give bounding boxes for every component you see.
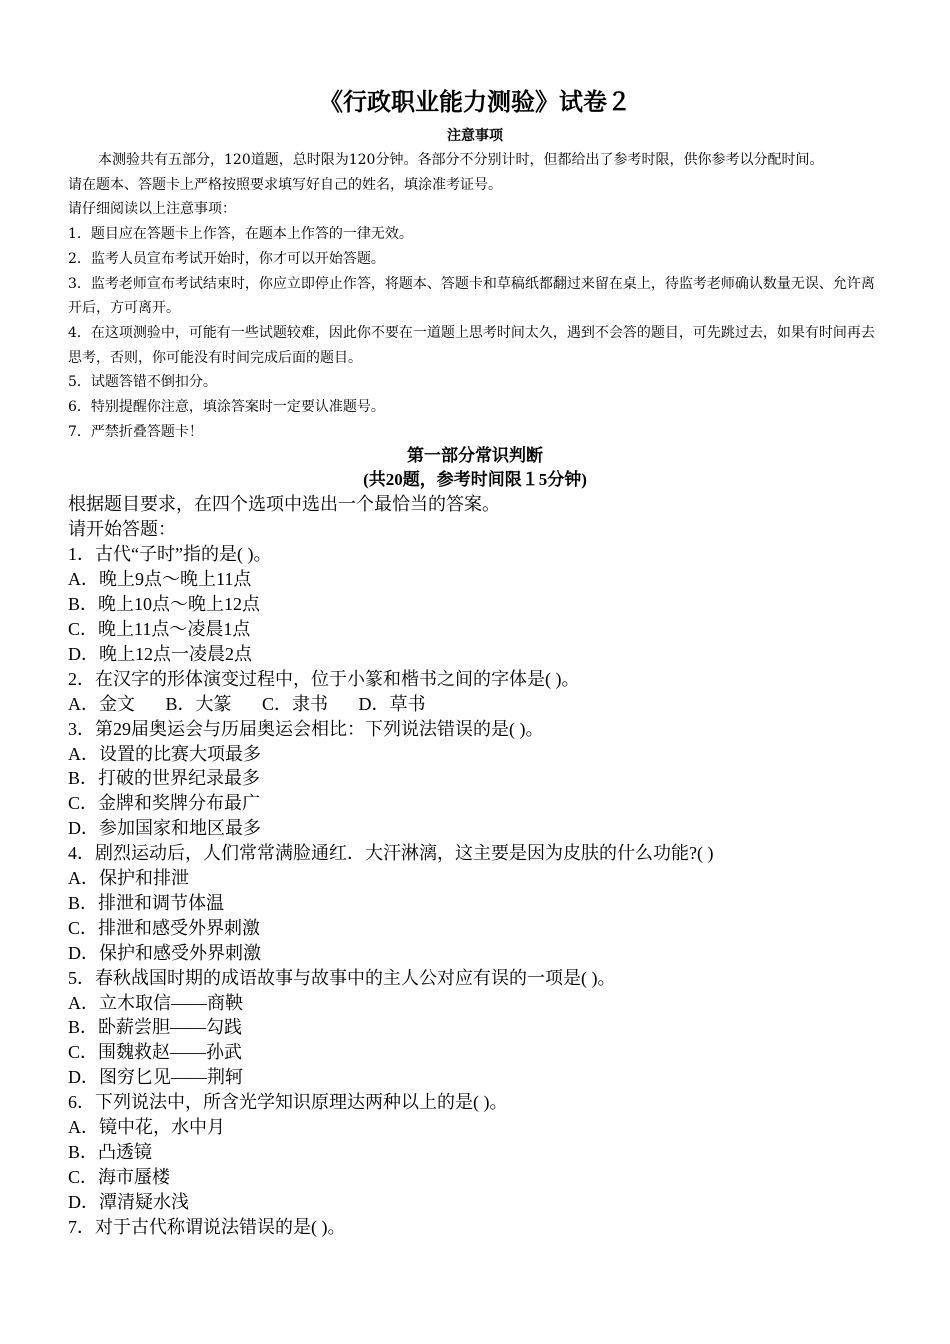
page-title: 《行政职业能力测验》试卷２ — [319, 88, 631, 116]
notice-item: 3．监考老师宣布考试结束时，你应立即停止作答，将题本、答题卡和草稿纸都翻过来留在桌上，待监考老师确认数量无误、允许离开后，方可离开。 — [68, 275, 875, 317]
notice-item: 4．在这项测验中，可能有一些试题较难，因此你不要在一道题上思考时间太久，遇到不会答的题目，可先跳过去，如果有时间再去思考，否则，你可能没有时间完成后面的题目。 — [68, 324, 875, 366]
question-option: B．打破的世界纪录最多 — [68, 768, 261, 789]
notice-item: 5．试题答错不倒扣分。 — [68, 374, 217, 391]
question-option: A．保护和排泄 — [68, 868, 189, 889]
notice-heading: 注意事项 — [447, 128, 503, 144]
question-option: D．草书 — [358, 693, 426, 714]
question-stem: 1．古代“子时”指的是( )。 — [68, 544, 272, 565]
question-option: A．设置的比赛大项最多 — [68, 743, 261, 764]
question-options-row — [68, 692, 882, 717]
question-option: C．晚上11点～凌晨1点 — [68, 618, 251, 639]
question-option: A．金文 — [68, 693, 135, 714]
section-instruction: 根据题目要求，在四个选项中选出一个最恰当的答案。 — [68, 494, 500, 515]
start-prompt: 请开始答题： — [68, 519, 176, 540]
notice-item: 7．严禁折叠答题卡！ — [68, 423, 203, 440]
notice-item: 2．监考人员宣布考试开始时，你才可以开始答题。 — [68, 250, 385, 267]
question-option: C．隶书 — [262, 693, 329, 714]
question-option: A．立木取信——商鞅 — [68, 992, 243, 1013]
notice-line: 请在题本、答题卡上严格按照要求填写好自己的姓名，填涂准考证号。 — [68, 176, 502, 193]
question-option: B．排泄和调节体温 — [68, 892, 225, 913]
question-option: B．大篆 — [165, 693, 232, 714]
question-option: B．晚上10点～晚上12点 — [68, 594, 261, 615]
question-option: D．参加国家和地区最多 — [68, 818, 261, 839]
question-stem: 2．在汉字的形体演变过程中，位于小篆和楷书之间的字体是( )。 — [68, 668, 580, 689]
question-option: B．卧薪尝胆——勾践 — [68, 1017, 243, 1038]
question-option: C．排泄和感受外界刺激 — [68, 917, 261, 938]
notice-item: 6．特别提醒你注意，填涂答案时一定要认准题号。 — [68, 399, 385, 416]
question-stem: 7．对于古代称谓说法错误的是( )。 — [68, 1216, 346, 1237]
section-subheading: (共20题，参考时间限１5分钟) — [363, 470, 587, 490]
question-option: C．金牌和奖牌分布最广 — [68, 793, 261, 814]
section-heading: 第一部分常识判断 — [407, 446, 543, 466]
question-stem: 5．春秋战国时期的成语故事与故事中的主人公对应有误的一项是( )。 — [68, 967, 616, 988]
question-option: D．潭清疑水浅 — [68, 1191, 189, 1212]
question-option: D．晚上12点一凌晨2点 — [68, 643, 252, 664]
question-option: A．镜中花，水中月 — [68, 1117, 225, 1138]
question-option: C．海市蜃楼 — [68, 1166, 171, 1187]
question-stem: 4．剧烈运动后，人们常常满脸通红．大汗淋漓，这主要是因为皮肤的什么功能?( ) — [68, 843, 714, 864]
question-stem: 3．第29届奥运会与历届奥运会相比：下列说法错误的是( )。 — [68, 718, 544, 739]
question-stem: 6．下列说法中，所含光学知识原理达两种以上的是( )。 — [68, 1092, 508, 1113]
notice-item: 1．题目应在答题卡上作答，在题本上作答的一律无效。 — [68, 226, 413, 243]
question-option: D．保护和感受外界刺激 — [68, 942, 261, 963]
question-option: C．围魏救赵——孙武 — [68, 1042, 243, 1063]
notice-intro: 本测验共有五部分，120道题，总时限为120分钟。各部分不分别计时，但都给出了参考时限，供你参考以分配时间。 — [98, 152, 824, 168]
question-option: D．图穷匕见——荆轲 — [68, 1067, 243, 1088]
notice-line: 请仔细阅读以上注意事项： — [68, 201, 236, 218]
document-page — [68, 84, 882, 1240]
question-option: A．晚上9点～晚上11点 — [68, 569, 252, 590]
question-option: B．凸透镜 — [68, 1142, 153, 1162]
